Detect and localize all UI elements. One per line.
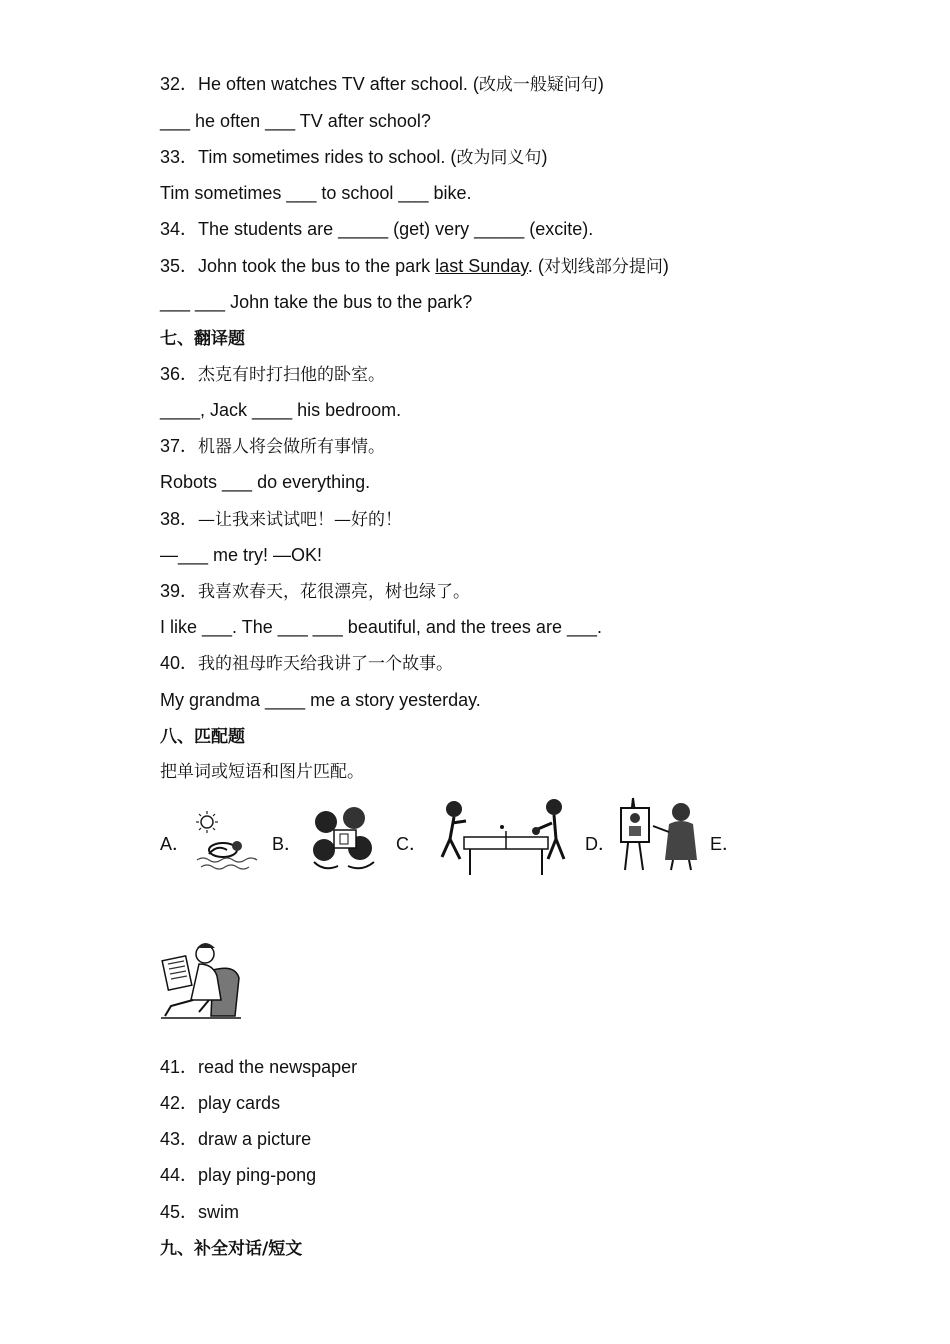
item-text: swim [198, 1202, 240, 1222]
question-36 [160, 362, 385, 387]
question-32 [160, 72, 604, 97]
question-40 [160, 651, 453, 676]
matching-item-44 [160, 1163, 316, 1187]
matching-item-43 [160, 1127, 311, 1151]
section-heading-translation: 七、翻译题 [160, 329, 245, 349]
question-instruction: 改成一般疑问句 [478, 75, 598, 95]
item-text: play ping-pong [198, 1165, 317, 1185]
question-text: Tim sometimes rides to school. ( [198, 147, 457, 167]
matching-item-45 [160, 1200, 239, 1224]
question-number: 34． [160, 219, 199, 239]
question-text: —让我来试试吧！—好的！ [198, 510, 403, 530]
question-39 [160, 579, 470, 604]
question-instruction: 对划线部分提问 [543, 257, 663, 277]
answer-33: Tim sometimes ___ to school ___ bike. [160, 183, 472, 203]
option-c-label: C． [396, 834, 427, 854]
question-number: 38． [160, 509, 199, 529]
question-38 [160, 507, 402, 532]
question-33 [160, 145, 547, 170]
option-a-label: A． [160, 834, 191, 854]
question-number: 39． [160, 581, 199, 601]
ping-pong-picture [436, 797, 574, 879]
matching-item-41 [160, 1055, 357, 1079]
item-number: 42． [160, 1093, 199, 1113]
matching-instruction: 把单词或短语和图片匹配。 [160, 762, 364, 782]
answer-35: ___ ___ John take the bus to the park? [160, 292, 473, 312]
matching-item-42 [160, 1091, 280, 1115]
item-text: read the newspaper [198, 1057, 358, 1077]
question-number: 37． [160, 436, 199, 456]
item-number: 41． [160, 1057, 199, 1077]
newspaper-picture [159, 940, 243, 1020]
question-text: He often watches TV after school. ( [198, 74, 479, 94]
option-b-label: B． [272, 834, 303, 854]
paren: ) [597, 74, 604, 94]
question-34 [160, 217, 593, 241]
question-text: The students are _____ (get) very _____ (excite). [198, 219, 594, 239]
question-text: 我的祖母昨天给我讲了一个故事。 [198, 654, 454, 674]
item-text: play cards [198, 1093, 281, 1113]
answer-32: ___ he often ___ TV after school? [160, 111, 431, 131]
answer-37: Robots ___ do everything. [160, 472, 371, 492]
item-number: 44． [160, 1165, 199, 1185]
question-number: 35． [160, 256, 199, 276]
swim-picture [193, 810, 261, 872]
question-instruction: 改为同义句 [456, 148, 542, 168]
question-number: 40． [160, 653, 199, 673]
question-number: 32． [160, 74, 199, 94]
draw-picture-picture [617, 796, 701, 872]
question-text: 机器人将会做所有事情。 [198, 437, 386, 457]
question-number: 36． [160, 364, 199, 384]
question-35 [160, 254, 669, 279]
play-cards-picture [304, 804, 384, 874]
answer-39: I like ___. The ___ ___ beautiful, and the trees are ___. [160, 617, 602, 637]
question-text: 我喜欢春天，花很漂亮，树也绿了。 [198, 582, 471, 602]
question-number: 33． [160, 147, 199, 167]
underlined-part: last Sunday [435, 256, 528, 276]
question-text: 杰克有时打扫他的卧室。 [198, 365, 386, 385]
answer-36: ____, Jack ____ his bedroom. [160, 400, 402, 420]
section-heading-dialogue: 九、补全对话/短文 [160, 1239, 303, 1259]
option-d-label: D． [585, 834, 616, 854]
item-number: 45． [160, 1202, 199, 1222]
paren: ) [541, 147, 548, 167]
question-text: . ( [527, 256, 544, 276]
option-e-label: E． [710, 834, 741, 854]
item-text: draw a picture [198, 1129, 312, 1149]
section-heading-matching: 八、匹配题 [160, 727, 245, 747]
question-37 [160, 434, 385, 459]
answer-40: My grandma ____ me a story yesterday. [160, 690, 481, 710]
answer-38: —___ me try! —OK! [160, 545, 323, 565]
paren: ) [662, 256, 669, 276]
item-number: 43． [160, 1129, 199, 1149]
question-text: John took the bus to the park [198, 256, 436, 276]
